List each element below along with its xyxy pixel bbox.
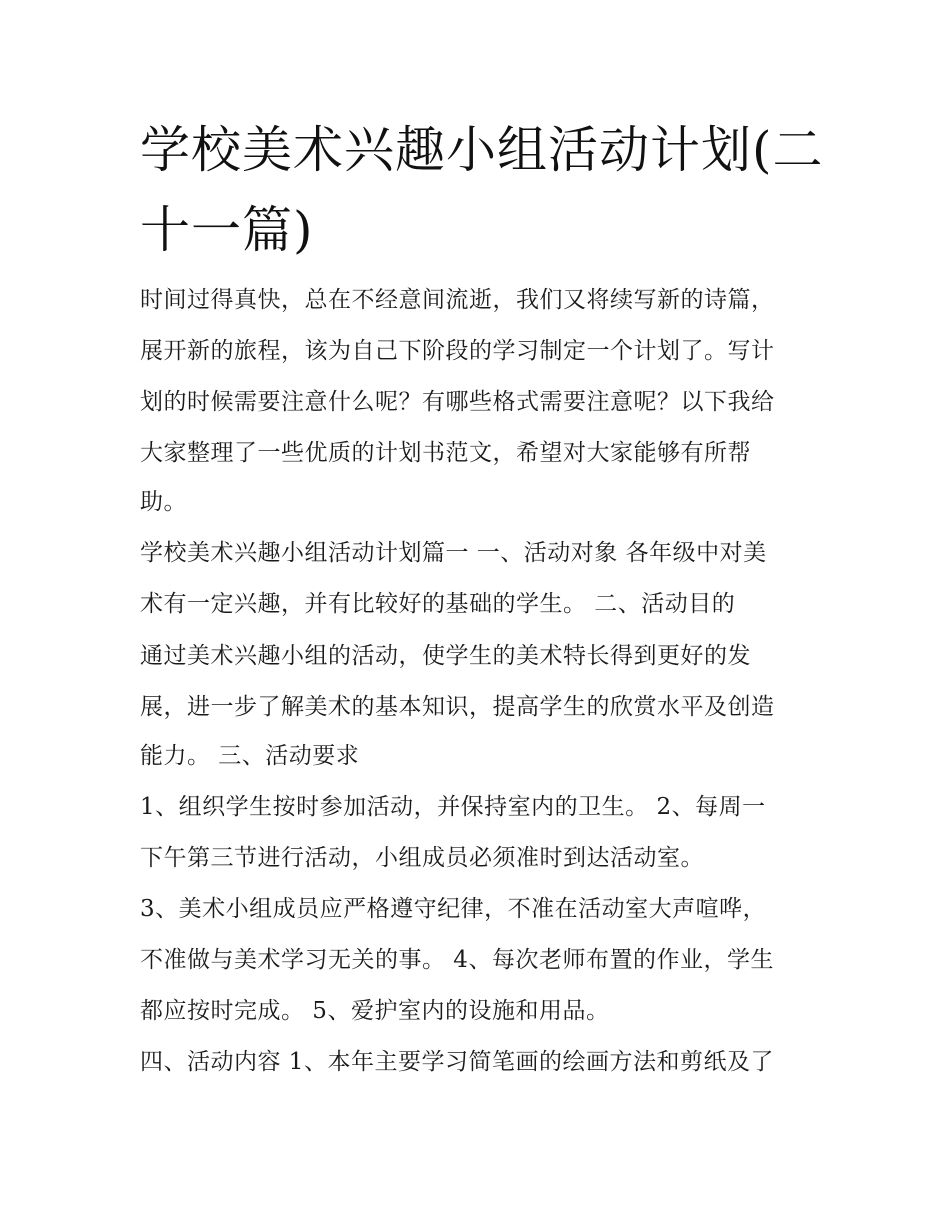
body-line: 划的时候需要注意什么呢？有哪些格式需要注意呢？以下我给	[140, 389, 775, 415]
body-line: 下午第三节进行活动，小组成员必须准时到达活动室。	[140, 845, 704, 871]
title-line-2: 十一篇)	[140, 201, 314, 259]
body-line: 展，进一步了解美术的基本知识，提高学生的欣赏水平及创造	[140, 694, 775, 720]
body-line: 学校美术兴趣小组活动计划篇一 一、活动对象 各年级中对美	[140, 540, 767, 566]
title-line-1: 学校美术兴趣小组活动计划(二	[140, 121, 824, 179]
body-line: 四、活动内容 1、本年主要学习简笔画的绘画方法和剪纸及了	[140, 1049, 774, 1075]
body-line: 术有一定兴趣，并有比较好的基础的学生。 二、活动目的	[140, 591, 736, 617]
body-line: 时间过得真快，总在不经意间流逝，我们又将续写新的诗篇，	[140, 287, 775, 313]
body-line: 不准做与美术学习无关的事。 4、每次老师布置的作业，学生	[140, 947, 774, 973]
body-line: 助。	[140, 489, 187, 515]
body-line: 1、组织学生按时参加活动，并保持室内的卫生。 2、每周一	[140, 794, 766, 820]
body-line: 通过美术兴趣小组的活动，使学生的美术特长得到更好的发	[140, 643, 751, 669]
body-line: 展开新的旅程，该为自己下阶段的学习制定一个计划了。写计	[140, 338, 775, 364]
body-line: 都应按时完成。 5、爱护室内的设施和用品。	[140, 998, 610, 1024]
body-line: 能力。 三、活动要求	[140, 743, 360, 769]
body-line: 大家整理了一些优质的计划书范文，希望对大家能够有所帮	[140, 440, 751, 466]
document-title	[140, 110, 824, 270]
body-line: 3、美术小组成员应严格遵守纪律，不准在活动室大声喧哗，	[140, 896, 767, 922]
